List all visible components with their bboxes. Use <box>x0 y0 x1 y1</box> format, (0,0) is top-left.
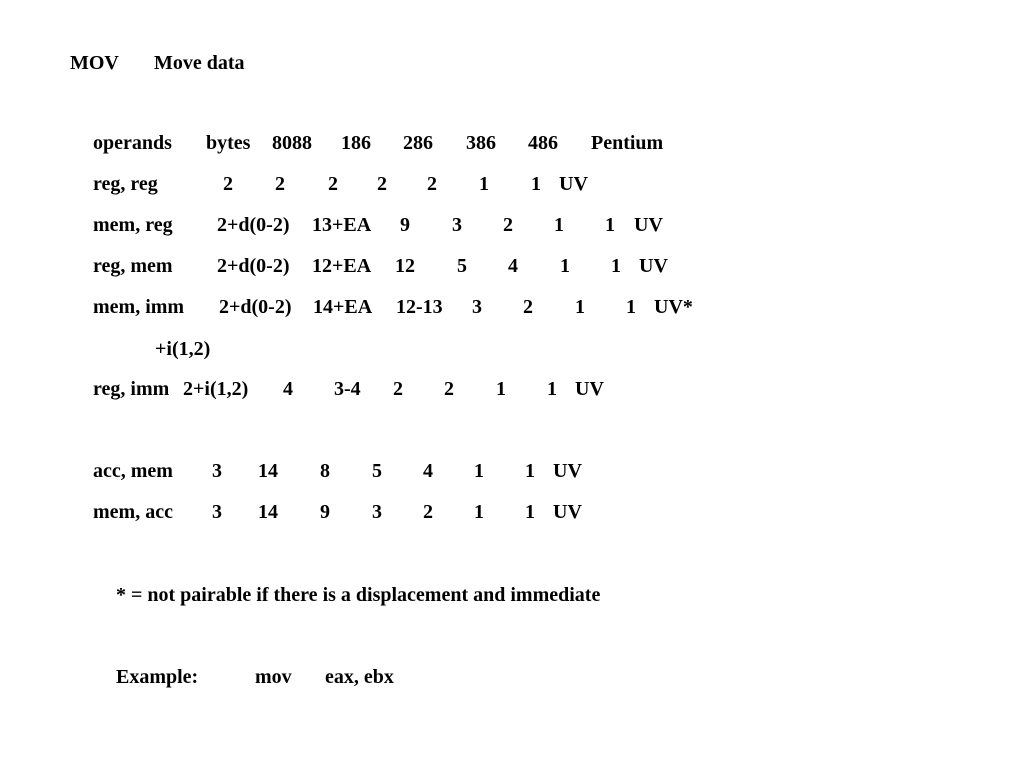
table-row <box>93 214 793 238</box>
example-instruction: mov <box>255 666 292 688</box>
table-row <box>93 296 793 320</box>
header-486: 486 <box>528 132 558 154</box>
row-486: 1 <box>474 460 484 482</box>
row-bytes: 3 <box>212 460 222 482</box>
example-line <box>116 665 394 761</box>
example-label: Example: <box>116 666 199 688</box>
row-pairing: UV <box>575 378 604 400</box>
header-186: 186 <box>341 132 371 154</box>
row-486: 1 <box>496 378 506 400</box>
table-row <box>93 460 793 484</box>
row-8088: 4 <box>283 378 293 400</box>
table-row <box>93 501 793 525</box>
row-operands: reg, mem <box>93 255 173 277</box>
row-pentium: 1 <box>525 460 535 482</box>
header-386: 386 <box>466 132 496 154</box>
row-bytes: 2+d(0-2) <box>217 214 290 236</box>
table-row <box>93 378 793 402</box>
row-8088: 2 <box>275 173 285 195</box>
row-286: 5 <box>372 460 382 482</box>
row-operands: acc, mem <box>93 460 173 482</box>
row-bytes: 2+d(0-2) <box>217 255 290 277</box>
row-operands: reg, reg <box>93 173 158 195</box>
row-186: 2 <box>328 173 338 195</box>
example-operands: eax, ebx <box>325 666 394 688</box>
row-386: 4 <box>508 255 518 277</box>
row-386: 2 <box>427 173 437 195</box>
row-286: 2 <box>393 378 403 400</box>
row-pairing: UV <box>559 173 588 195</box>
row-8088: 13+EA <box>312 214 372 236</box>
row-486: 1 <box>554 214 564 236</box>
row-186: 12 <box>395 255 415 277</box>
row-operands: reg, imm <box>93 378 170 400</box>
header-pentium: Pentium <box>591 132 664 154</box>
row-operands: mem, imm <box>93 296 185 318</box>
row-386: 2 <box>423 501 433 523</box>
row-386: 2 <box>444 378 454 400</box>
row-186: 3-4 <box>334 378 361 400</box>
row-286: 3 <box>472 296 482 318</box>
row-pentium: 1 <box>525 501 535 523</box>
row-486: 1 <box>575 296 585 318</box>
row-pairing: UV <box>634 214 663 236</box>
row-186: 9 <box>320 501 330 523</box>
title-description: Move data <box>154 52 245 74</box>
row-pentium: 1 <box>531 173 541 195</box>
row-operands: mem, acc <box>93 501 173 523</box>
header-8088: 8088 <box>272 132 312 154</box>
table-header <box>93 132 793 156</box>
row-pairing: UV <box>639 255 668 277</box>
row-pentium: 1 <box>626 296 636 318</box>
row-8088: 12+EA <box>312 255 372 277</box>
row-286: 5 <box>457 255 467 277</box>
row-8088: 14 <box>258 501 278 523</box>
row-pentium: 1 <box>605 214 615 236</box>
header-operands: operands <box>93 132 172 154</box>
row-operands: mem, reg <box>93 214 173 236</box>
title-mnemonic: MOV <box>70 52 119 74</box>
row-486: 1 <box>479 173 489 195</box>
row-pairing: UV <box>553 460 582 482</box>
row-386: 4 <box>423 460 433 482</box>
row-pentium: 1 <box>547 378 557 400</box>
row-8088: 14+EA <box>313 296 373 318</box>
footnote: * = not pairable if there is a displacement and immediate <box>116 584 601 606</box>
row-186: 8 <box>320 460 330 482</box>
immediate-continuation: +i(1,2) <box>155 338 211 360</box>
row-bytes: 2 <box>223 173 233 195</box>
table-row <box>93 173 793 197</box>
row-bytes: 2+d(0-2) <box>219 296 292 318</box>
row-bytes: 3 <box>212 501 222 523</box>
row-186: 9 <box>400 214 410 236</box>
row-486: 1 <box>474 501 484 523</box>
row-pairing: UV* <box>654 296 693 318</box>
header-bytes: bytes <box>206 132 251 154</box>
title-line <box>70 51 245 123</box>
row-286: 3 <box>452 214 462 236</box>
row-bytes: 2+i(1,2) <box>183 378 249 400</box>
row-pentium: 1 <box>611 255 621 277</box>
row-286: 2 <box>377 173 387 195</box>
row-186: 12-13 <box>396 296 443 318</box>
row-386: 2 <box>523 296 533 318</box>
header-286: 286 <box>403 132 433 154</box>
row-386: 2 <box>503 214 513 236</box>
table-row <box>93 255 793 279</box>
row-pairing: UV <box>553 501 582 523</box>
row-486: 1 <box>560 255 570 277</box>
row-8088: 14 <box>258 460 278 482</box>
row-286: 3 <box>372 501 382 523</box>
